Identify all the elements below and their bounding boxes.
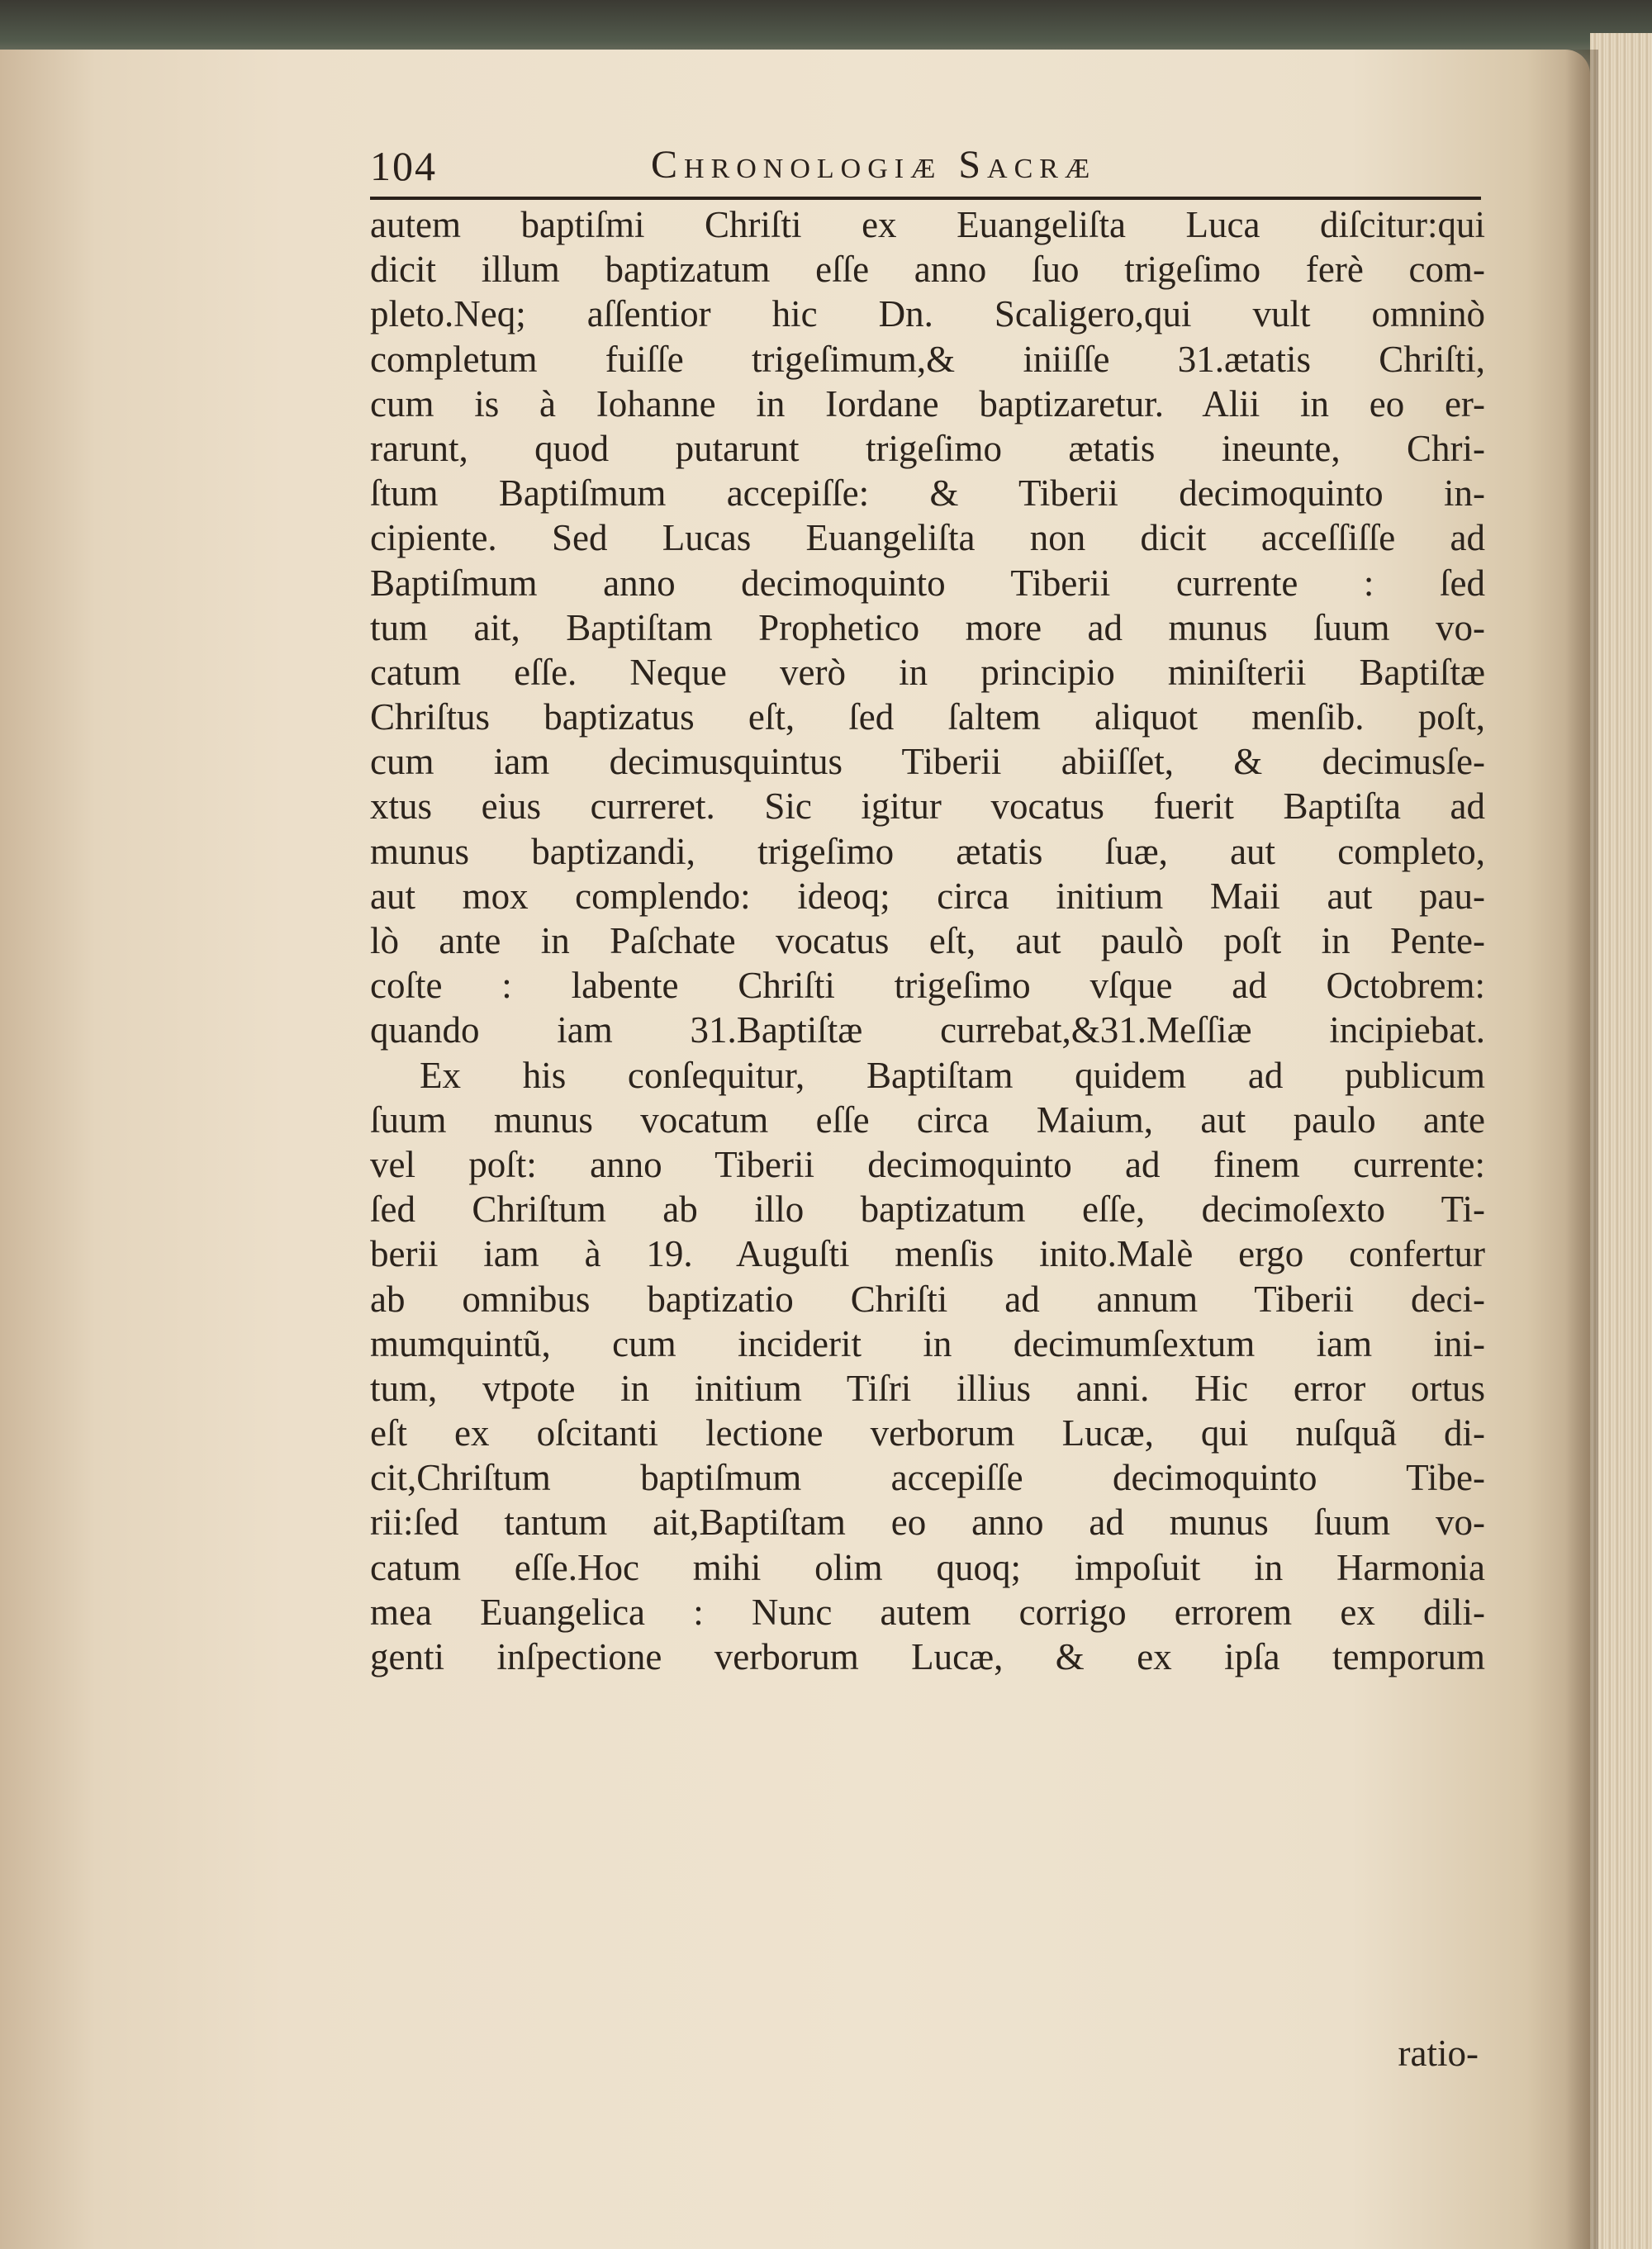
text-line: eſt ex oſcitanti lectione verborum Lucæ, qui nuſquã di- [370, 1412, 1485, 1454]
text-line: rii:ſed tantum ait,Baptiſtam eo anno ad munus ſuum vo- [370, 1502, 1485, 1544]
text-line: catum eſſe. Neque verò in principio miniſterii Baptiſtæ [370, 651, 1485, 693]
text-line-paragraph-start: Ex his conſequitur, Baptiſtam quidem ad publicum [420, 1054, 1485, 1096]
text-line: ab omnibus baptizatio Chriſti ad annum Tiberii deci- [370, 1278, 1485, 1320]
text-line: coſte : labente Chriſti trigeſimo vſque ad Octobrem: [370, 965, 1485, 1007]
text-line: ſed Chriſtum ab illo baptizatum eſſe, decimoſexto Ti- [370, 1189, 1485, 1231]
text-line: ſtum Baptiſmum accepiſſe: & Tiberii decimoquinto in- [370, 472, 1485, 515]
text-line: cipiente. Sed Lucas Euangeliſta non dicit acceſſiſſe ad [370, 517, 1485, 559]
running-title: Chronologiæ Sacræ [651, 143, 1097, 187]
text-line: berii iam à 19. Auguſti menſis inito.Malè ergo confertur [370, 1233, 1485, 1275]
text-line: munus baptizandi, trigeſimo ætatis ſuæ, aut completo, [370, 830, 1485, 872]
text-line: catum eſſe.Hoc mihi olim quoq; impoſuit in Harmonia [370, 1546, 1485, 1588]
text-line: ſuum munus vocatum eſſe circa Maium, aut paulo ante [370, 1098, 1485, 1141]
text-line: quando iam 31.Baptiſtæ currebat,&31.Meſſiæ incipiebat. [370, 1009, 1485, 1051]
text-line: completum fuiſſe trigeſimum,& iniiſſe 31.ætatis Chriſti, [370, 338, 1485, 380]
text-line: Chriſtus baptizatus eſt, ſed ſaltem aliquot menſib. poſt, [370, 696, 1485, 738]
text-line: rarunt, quod putarunt trigeſimo ætatis ineunte, Chri- [370, 427, 1485, 469]
text-line: aut mox complendo: ideoq; circa initium Maii aut pau- [370, 875, 1485, 917]
text-line: cum iam decimusquintus Tiberii abiiſſet, & decimusſe- [370, 741, 1485, 783]
page-edges [1590, 33, 1652, 2249]
text-line: tum ait, Baptiſtam Prophetico more ad munus ſuum vo- [370, 606, 1485, 648]
catchword: ratio- [1398, 2033, 1479, 2074]
text-line: tum, vtpote in initium Tiſri illius anni. Hic error ortus [370, 1367, 1485, 1409]
text-line: xtus eius curreret. Sic igitur vocatus fuerit Baptiſta ad [370, 785, 1485, 828]
text-line: vel poſt: anno Tiberii decimoquinto ad finem currente: [370, 1143, 1485, 1185]
text-line: cum is à Iohanne in Iordane baptizaretur. Alii in eo er- [370, 382, 1485, 425]
text-line: mumquintũ, cum inciderit in decimumſextum iam ini- [370, 1322, 1485, 1364]
text-line: Baptiſmum anno decimoquinto Tiberii currente : ſed [370, 562, 1485, 604]
text-line: genti inſpectione verborum Lucæ, & ex ipſa temporum [370, 1636, 1485, 1677]
text-line: autem baptiſmi Chriſti ex Euangeliſta Luca diſcitur:qui [370, 204, 1485, 245]
text-line: pleto.Neq; aſſentior hic Dn. Scaligero,qui vult omninò [370, 293, 1485, 335]
gutter-shadow [1565, 50, 1598, 2249]
text-line: cit,Chriſtum baptiſmum accepiſſe decimoquinto Tibe- [370, 1457, 1485, 1499]
header-rule [370, 197, 1481, 200]
text-line: mea Euangelica : Nunc autem corrigo errorem ex dili- [370, 1591, 1485, 1633]
page-header [370, 142, 1481, 192]
text-line: dicit illum baptizatum eſſe anno ſuo trigeſimo ferè com- [370, 249, 1485, 291]
body-text [370, 202, 1485, 1679]
page-number: 104 [370, 143, 437, 189]
text-line: lò ante in Paſchate vocatus eſt, aut paulò poſt in Pente- [370, 920, 1485, 961]
